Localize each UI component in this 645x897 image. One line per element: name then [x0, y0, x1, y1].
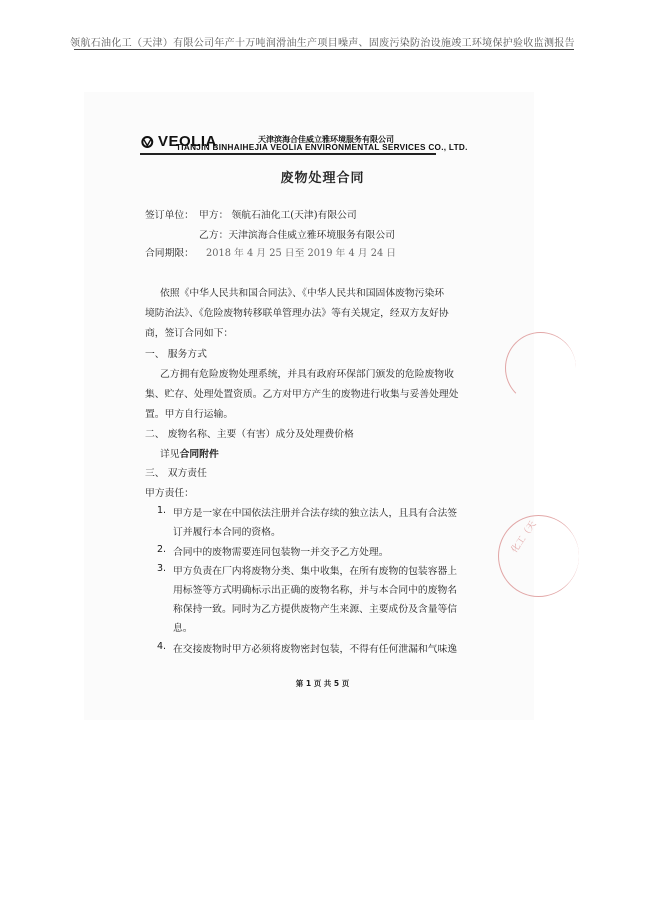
page-number: 第 1 页 共 5 页 [295, 679, 350, 688]
duty-line: 称保持一致。同时为乙方提供废物产生来源、主要成份及含量等信 [173, 604, 458, 615]
duty-number: 4. [157, 641, 167, 652]
company-name-cn: 天津滨海合佳威立雅环境服务有限公司 [258, 135, 394, 144]
company-name-en: TIANJIN BINHAIHEJIA VEOLIA ENVIRONMENTAL SERVICES CO., LTD. [176, 143, 468, 152]
duty-line: 合同中的废物需要连同包装物一并交予乙方处理。 [173, 547, 389, 558]
duty-line: 息。 [173, 623, 193, 634]
party-a-duties-label: 甲方责任： [145, 488, 194, 499]
intro-line: 境防治法》、《危险废物转移联单管理办法》等有关规定，经双方友好协 [145, 308, 449, 319]
section-body-line: 乙方拥有危险废物处理系统，并具有政府环保部门颁发的危险废物收 [160, 369, 454, 380]
page-header: 领航石油化工（天津）有限公司年产十万吨润滑油生产项目噪声、固废污染防治设施竣工环境保护验收监测报告 [70, 38, 575, 49]
duty-line: 甲方是一家在中国依法注册并合法存续的独立法人，且具有合法签 [173, 508, 458, 519]
veolia-logo-icon [141, 135, 159, 149]
duty-line: 订并履行本合同的资格。 [173, 527, 281, 538]
seal-text: 化工（天 [509, 519, 539, 555]
section-body-line: 置。甲方自行运输。 [145, 409, 234, 420]
section-body-line: 集、贮存、处理处置资质。乙方对甲方产生的废物进行收集与妥善处理处 [145, 389, 459, 400]
term-value: 2018 年 4 月 25 日至 2019 年 4 月 24 日 [206, 248, 397, 259]
logo-divider [140, 153, 436, 155]
brand-name: VEOLIA [158, 133, 217, 150]
duty-line: 用标签等方式明确标示出正确的废物名称，并与本合同中的废物名 [173, 585, 458, 596]
section-heading: 二、 废物名称、主要（有害）成分及处理费价格 [145, 429, 354, 440]
duty-number: 1. [157, 505, 167, 516]
party-b: 乙方：天津滨海合佳威立雅环境服务有限公司 [199, 230, 395, 241]
document-title: 废物处理合同 [280, 171, 365, 186]
party-a: 甲方： 领航石油化工(天津)有限公司 [199, 210, 357, 221]
attachment-reference [160, 446, 219, 460]
attachment-link-text: 合同附件 [179, 449, 219, 460]
duty-number: 2. [157, 544, 167, 555]
attachment-prefix: 详见 [160, 449, 180, 460]
company-seal-partial [505, 332, 576, 404]
duty-number: 3. [157, 563, 167, 574]
section-heading: 一、 服务方式 [145, 349, 207, 360]
duty-line: 在交接废物时甲方必须将废物密封包装，不得有任何泄漏和气味逸 [173, 644, 458, 655]
intro-line: 依照《中华人民共和国合同法》、《中华人民共和国固体废物污染环 [160, 288, 445, 299]
duty-line: 甲方负责在厂内将废物分类、集中收集，在所有废物的包装容器上 [173, 566, 458, 577]
term-label: 合同期限： [145, 248, 194, 259]
company-seal-partial [498, 515, 579, 597]
intro-line: 商，签订合同如下： [145, 328, 234, 339]
header-divider [74, 49, 574, 50]
section-heading: 三、 双方责任 [145, 468, 207, 479]
signing-parties-label: 签订单位： [145, 210, 194, 221]
